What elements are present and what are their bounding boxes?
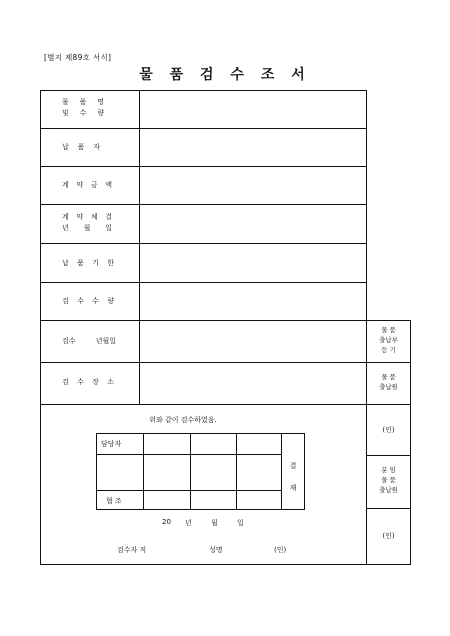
label-inspection-date: 검수 년월일 xyxy=(62,337,116,345)
frame-top xyxy=(40,90,367,91)
statement: 위와 같이 검수하였음. xyxy=(149,416,217,424)
label-inspected-quantity: 검 수 수 량 xyxy=(62,297,114,305)
label-supplier: 납 품 자 xyxy=(62,143,100,151)
side-receiving-officer-label: 분 임 물 품 출납원 xyxy=(379,466,398,494)
row-divider xyxy=(40,128,367,129)
inspector-title: 검수자 직 xyxy=(117,546,147,554)
inspector-seal: (인) xyxy=(274,546,287,554)
side-divider xyxy=(366,508,411,509)
date-year-label: 년 xyxy=(185,519,192,527)
label-inspection-place: 검 수 장 소 xyxy=(62,378,114,386)
side-seal-2: (인) xyxy=(382,532,395,540)
page-title: 물 품 검 수 조 서 xyxy=(139,67,311,83)
row-divider xyxy=(40,362,411,363)
row-divider xyxy=(40,204,367,205)
row-divider xyxy=(40,404,411,405)
approval-cooperation-label: 협 조 xyxy=(106,497,122,505)
side-ledger-label: 물 품 출납부 등 기 xyxy=(379,326,398,354)
frame-bottom xyxy=(40,564,411,565)
date-month-label: 월 xyxy=(211,519,218,527)
frame-left xyxy=(40,90,41,565)
form-number: [별지 제89호 서식] xyxy=(44,53,112,62)
label-column-divider xyxy=(139,90,140,405)
date-day-label: 일 xyxy=(237,519,244,527)
row-divider xyxy=(40,243,367,244)
label-contract-amount: 계 약 금 액 xyxy=(62,181,112,189)
row-divider xyxy=(40,166,367,167)
side-top xyxy=(366,320,411,321)
side-seal-1: (인) xyxy=(382,426,395,434)
label-contract-date: 계 약 체 결 년 월 일 xyxy=(62,213,112,232)
inspector-name-label: 성명 xyxy=(209,546,223,554)
row-divider xyxy=(40,282,367,283)
label-delivery-deadline: 납 품 기 한 xyxy=(62,259,114,267)
approval-label: 결 재 xyxy=(289,462,297,492)
side-officer-label: 물 품 출납원 xyxy=(379,373,398,391)
label-item-name: 물 품 명 및 수 량 xyxy=(62,98,104,117)
row-divider xyxy=(40,320,367,321)
date-year-prefix: 20 xyxy=(162,518,171,526)
approval-manager-label: 담당자 xyxy=(101,440,122,448)
side-divider xyxy=(366,455,411,456)
frame-right-outer xyxy=(410,320,411,565)
